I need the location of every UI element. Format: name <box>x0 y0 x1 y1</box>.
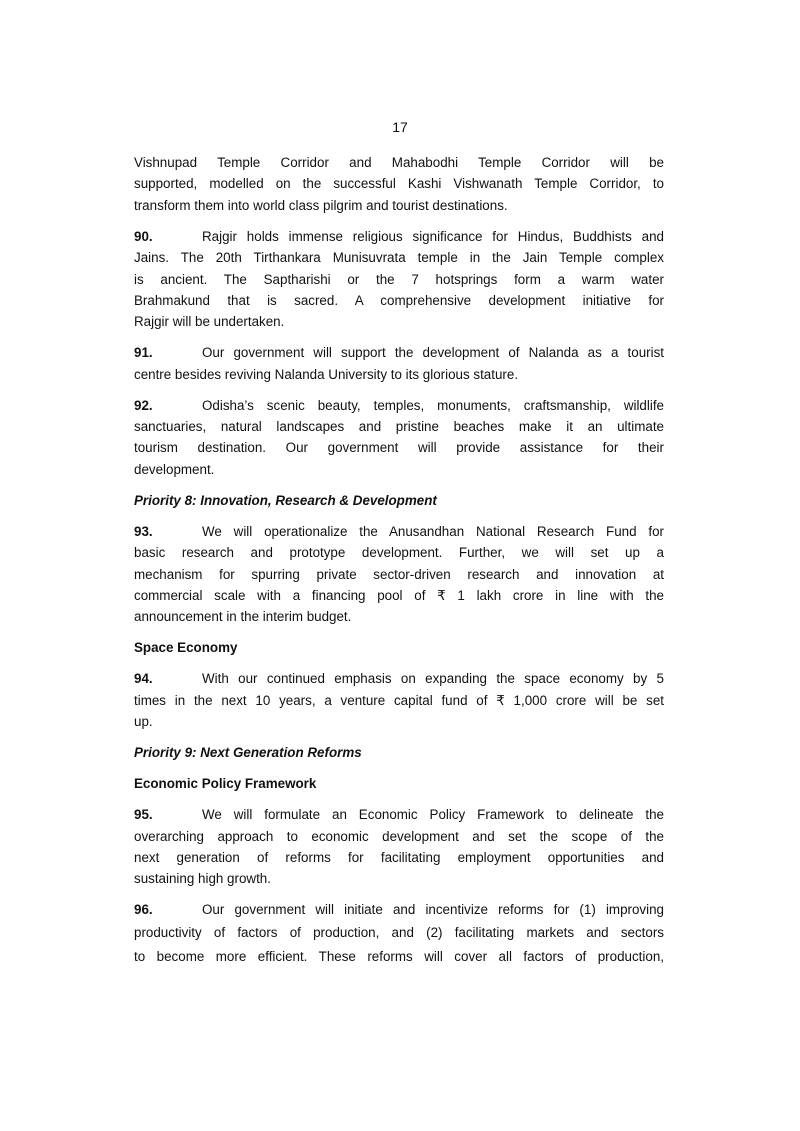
paragraph-number: 96. <box>134 902 153 918</box>
text-line <box>134 395 664 416</box>
line-text: centre besides reviving Nalanda University to its glorious stature. <box>134 366 519 382</box>
line-text: to become more efficient. These reforms will cover all factors of production, <box>134 948 664 964</box>
text-line <box>134 711 664 732</box>
paragraph-continued <box>134 152 664 216</box>
text-line <box>134 269 664 290</box>
text-line <box>134 226 664 247</box>
text-line <box>134 247 664 268</box>
line-text: productivity of factors of production, and (2) facilitating markets and sectors <box>134 924 664 940</box>
priority-heading: Priority 9: Next Generation Reforms <box>134 745 362 761</box>
line-text: Rajgir will be undertaken. <box>134 314 285 330</box>
paragraph-number: 90. <box>134 228 153 244</box>
text-line <box>134 521 664 542</box>
line-text: Jains. The 20th Tirthankara Munisuvrata temple in the Jain Temple complex <box>134 250 664 266</box>
paragraph-92 <box>134 395 664 481</box>
paragraph-91 <box>134 342 664 385</box>
text-line <box>134 416 664 437</box>
line-text: sustaining high growth. <box>134 871 271 887</box>
text-line <box>134 195 664 216</box>
paragraph-number: 91. <box>134 345 153 361</box>
text-line <box>134 804 664 825</box>
text-line <box>134 342 664 363</box>
text-line <box>134 847 664 868</box>
line-text: up. <box>134 714 153 730</box>
line-text: tourism destination. Our government will provide assistance for their <box>134 440 664 456</box>
text-line <box>134 290 664 311</box>
line-text: is ancient. The Saptharishi or the 7 hotsprings form a warm water <box>134 271 664 287</box>
text-line <box>134 364 664 385</box>
text-line <box>134 606 664 627</box>
text-line <box>134 668 664 689</box>
line-text: transform them into world class pilgrim and tourist destinations. <box>134 197 508 213</box>
text-line <box>134 585 664 606</box>
paragraph-number: 92. <box>134 397 153 413</box>
document-body <box>134 152 664 978</box>
text-line <box>134 152 664 173</box>
priority-heading: Priority 8: Innovation, Research & Development <box>134 492 437 508</box>
page-number: 17 <box>392 119 408 135</box>
text-line <box>134 899 664 920</box>
text-line <box>134 826 664 847</box>
line-text: We will formulate an Economic Policy Framework to delineate the <box>202 807 664 823</box>
line-text: Brahmakund that is sacred. A comprehensive development initiative for <box>134 292 664 308</box>
paragraph-90 <box>134 226 664 333</box>
line-text: development. <box>134 461 215 477</box>
line-text: sanctuaries, natural landscapes and pristine beaches make it an ultimate <box>134 419 664 435</box>
text-line <box>134 542 664 563</box>
text-line <box>134 945 664 969</box>
paragraph-95 <box>134 804 664 890</box>
line-text: With our continued emphasis on expanding the space economy by 5 <box>202 671 664 687</box>
text-line <box>134 311 664 332</box>
text-line <box>134 459 664 480</box>
line-text: Odisha’s scenic beauty, temples, monuments, craftsmanship, wildlife <box>202 397 664 413</box>
text-line <box>134 868 664 889</box>
line-text: Rajgir holds immense religious significance for Hindus, Buddhists and <box>202 228 664 244</box>
line-text: Our government will support the development of Nalanda as a tourist <box>202 345 664 361</box>
text-line <box>134 564 664 585</box>
line-text: Our government will initiate and incentivize reforms for (1) improving <box>202 902 664 918</box>
section-heading: Economic Policy Framework <box>134 776 317 792</box>
line-text: mechanism for spurring private sector-driven research and innovation at <box>134 566 664 582</box>
paragraph-number: 94. <box>134 671 153 687</box>
line-text: Vishnupad Temple Corridor and Mahabodhi Temple Corridor will be <box>134 155 664 170</box>
line-text: overarching approach to economic development and set the scope of the <box>134 828 664 844</box>
text-line <box>134 690 664 711</box>
line-text: next generation of reforms for facilitating employment opportunities and <box>134 849 664 865</box>
line-text: supported, modelled on the successful Kashi Vishwanath Temple Corridor, to <box>134 176 664 192</box>
paragraph-94 <box>134 668 664 732</box>
paragraph-number: 93. <box>134 523 153 539</box>
line-text: announcement in the interim budget. <box>134 609 352 625</box>
text-line <box>134 921 664 945</box>
paragraph-96 <box>134 899 664 968</box>
section-heading: Space Economy <box>134 640 238 656</box>
line-text: We will operationalize the Anusandhan National Research Fund for <box>202 523 664 539</box>
line-text: times in the next 10 years, a venture capital fund of ₹ 1,000 crore will be set <box>134 692 664 708</box>
paragraph-number: 95. <box>134 807 153 823</box>
text-line <box>134 437 664 458</box>
paragraph-93 <box>134 521 664 628</box>
line-text: basic research and prototype development. Further, we will set up a <box>134 545 664 561</box>
text-line <box>134 173 664 194</box>
line-text: commercial scale with a financing pool of ₹ 1 lakh crore in line with the <box>134 588 664 604</box>
